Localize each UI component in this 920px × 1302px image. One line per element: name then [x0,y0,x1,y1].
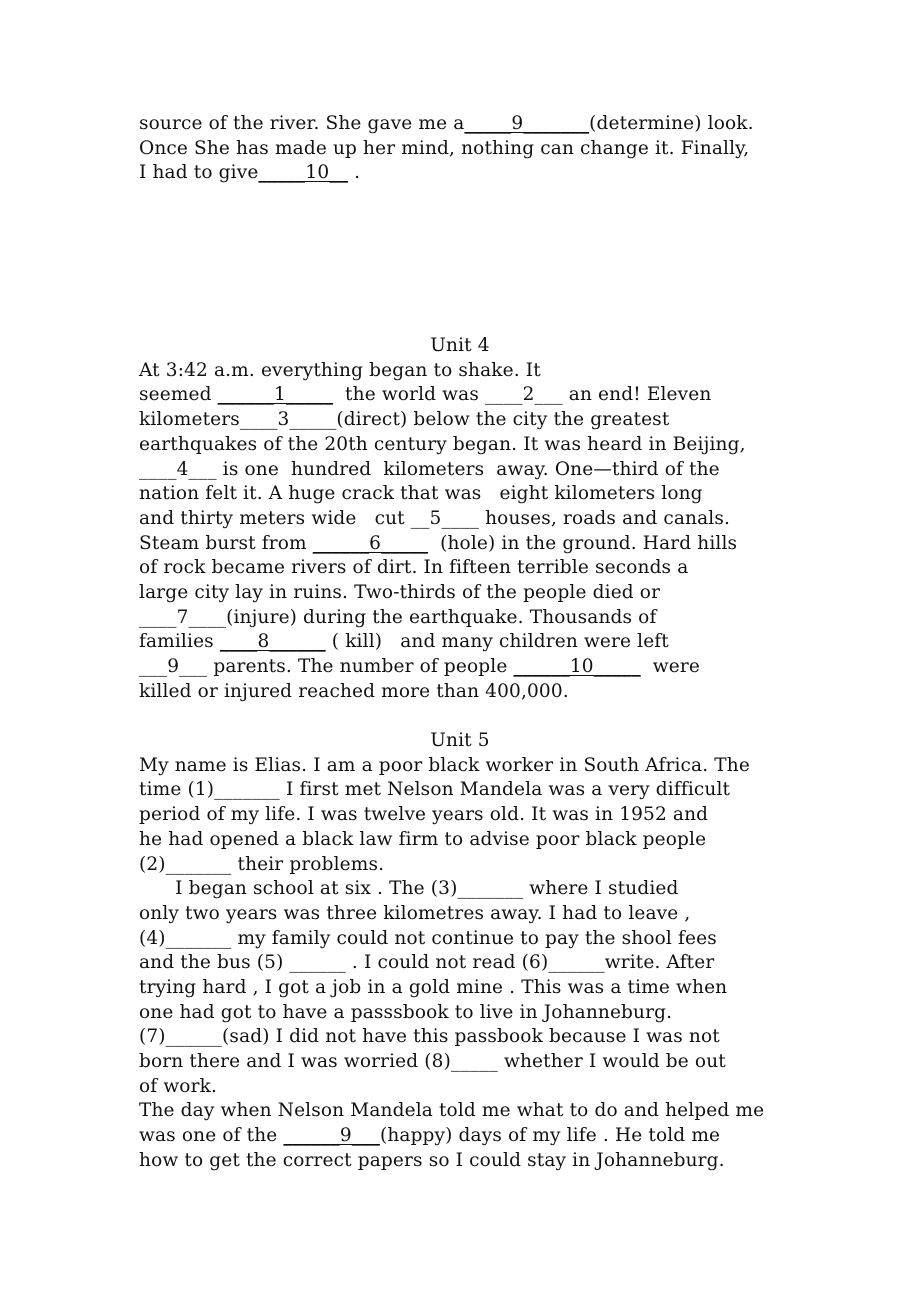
text-segment: time (1)_______ I first met Nelson Mandela was a very difficult [139,779,731,801]
unit5-line [139,877,789,902]
unit4-line [139,606,789,631]
text-segment: killed or injured reached more than 400,000. [139,680,569,702]
unit4-line [139,458,789,483]
text-segment: of rock became rivers of dirt. In fifteen terrible seconds a [139,557,689,579]
unit4-line [139,507,789,532]
text-segment: and thirty meters wide cut __5____ houses, roads and canals. [139,507,731,529]
text-segment: source of the river. She gave me a [139,113,465,134]
text-segment: period of my life. I was twelve years old. It was in 1952 and [139,804,709,826]
unit4-line [139,680,789,705]
unit5-line [139,902,789,927]
text-segment: (hole) in the ground. Hard hills [428,532,738,554]
unit4-line [139,433,789,458]
text-segment: (happy) days of my life . He told me [379,1125,721,1147]
text-segment: born there and I was worried (8)_____ whether I would be out [139,1051,726,1072]
unit5-line [139,1149,789,1174]
unit5-line [139,754,789,779]
unit5-line [139,951,789,976]
text-segment: was one of the [139,1125,284,1147]
unit4-line [139,556,789,581]
text-segment: he had opened a black law firm to advise poor black people [139,828,707,850]
text-segment: My name is Elias. I am a poor black worker in South Africa. The [139,754,750,776]
answer-blank: ______1_____ [217,384,333,406]
text-segment: (determine) look. [589,113,754,134]
text-segment: ____7____(injure) during the earthquake. Thousands of [139,606,657,628]
text-segment: of work. [139,1075,217,1097]
unit5-title: Unit 5 [430,730,490,752]
text-segment: seemed [139,384,218,406]
text-segment: ( kill) and many children were left [325,631,669,653]
unit5-line [139,927,789,952]
text-segment: large city lay in ruins. Two-thirds of the people died or [139,581,661,603]
text-segment: how to get the correct papers so I could stay in Johanneburg. [139,1149,725,1171]
text-segment: earthquakes of the 20th century began. It was heard in Beijing, [139,433,746,455]
unit5-line [139,1124,789,1149]
text-segment: one had got to have a passsbook to live in Johanneburg. [139,1001,673,1023]
unit5-line [139,1050,789,1075]
text-segment: ____4___ is one hundred kilometers away. One—third of the [139,458,720,480]
text-segment: and the bus (5) ______ . I could not read (6)______write. After [139,952,715,974]
section-top-line [139,137,789,162]
text-segment: nation felt it. A huge crack that was eight kilometers long [139,483,703,505]
unit5-line [139,853,789,878]
answer-blank: _____10__ [258,162,349,184]
unit5-line [139,778,789,803]
text-segment: families [139,631,220,653]
unit4-line [139,581,789,606]
unit4-line [139,655,789,680]
unit5-body [139,754,789,1174]
text-segment: (7)______(sad) I did not have this passbook because I was not [139,1026,720,1048]
text-segment: At 3:42 a.m. everything began to shake. It [139,359,541,381]
unit5-line [139,976,789,1001]
unit5-line [139,1001,789,1026]
section-top-line [139,112,789,137]
unit4-body [139,359,789,705]
answer-blank: ______9___ [283,1125,380,1147]
unit4-line [139,482,789,507]
answer-blank: ______6_____ [312,532,429,554]
text-segment: (2)_______ their problems. [139,853,385,875]
answer-blank: _____9_______ [464,113,590,134]
unit4-line [139,630,789,655]
unit4-line [139,383,789,408]
answer-blank: ____8______ [219,631,326,653]
unit4-line [139,408,789,433]
unit5-line [139,803,789,828]
answer-blank: ______10_____ [513,656,641,677]
text-segment: (4)_______ my family could not continue to pay the shool fees [139,927,717,949]
unit5-line [139,1025,789,1050]
document-page [139,112,789,1173]
text-segment: I had to give [139,162,259,184]
text-segment: Steam burst from [139,532,313,554]
unit5-line [139,828,789,853]
unit4-line [139,359,789,384]
text-segment: I began school at six . The (3)_______ where I studied [139,878,679,900]
text-segment: The day when Nelson Mandela told me what to do and helped me [139,1100,765,1122]
unit5-line [139,1075,789,1100]
text-segment: Once She has made up her mind, nothing can change it. Finally, [139,137,750,159]
text-segment: trying hard , I got a job in a gold mine . This was a time when [139,976,728,998]
text-segment: the world was ____2___ an end! Eleven [332,384,712,406]
section-top-line [139,161,789,186]
text-segment: ___9___ parents. The number of people [139,656,514,677]
text-segment: kilometers____3_____(direct) below the city the greatest [139,409,670,431]
unit5-line [139,1099,789,1124]
unit4-line [139,532,789,557]
text-segment: were [640,656,700,677]
section-top [139,112,789,186]
unit4-title: Unit 4 [430,335,490,357]
text-segment: . [348,162,361,184]
text-segment: only two years was three kilometres away. I had to leave , [139,902,691,924]
